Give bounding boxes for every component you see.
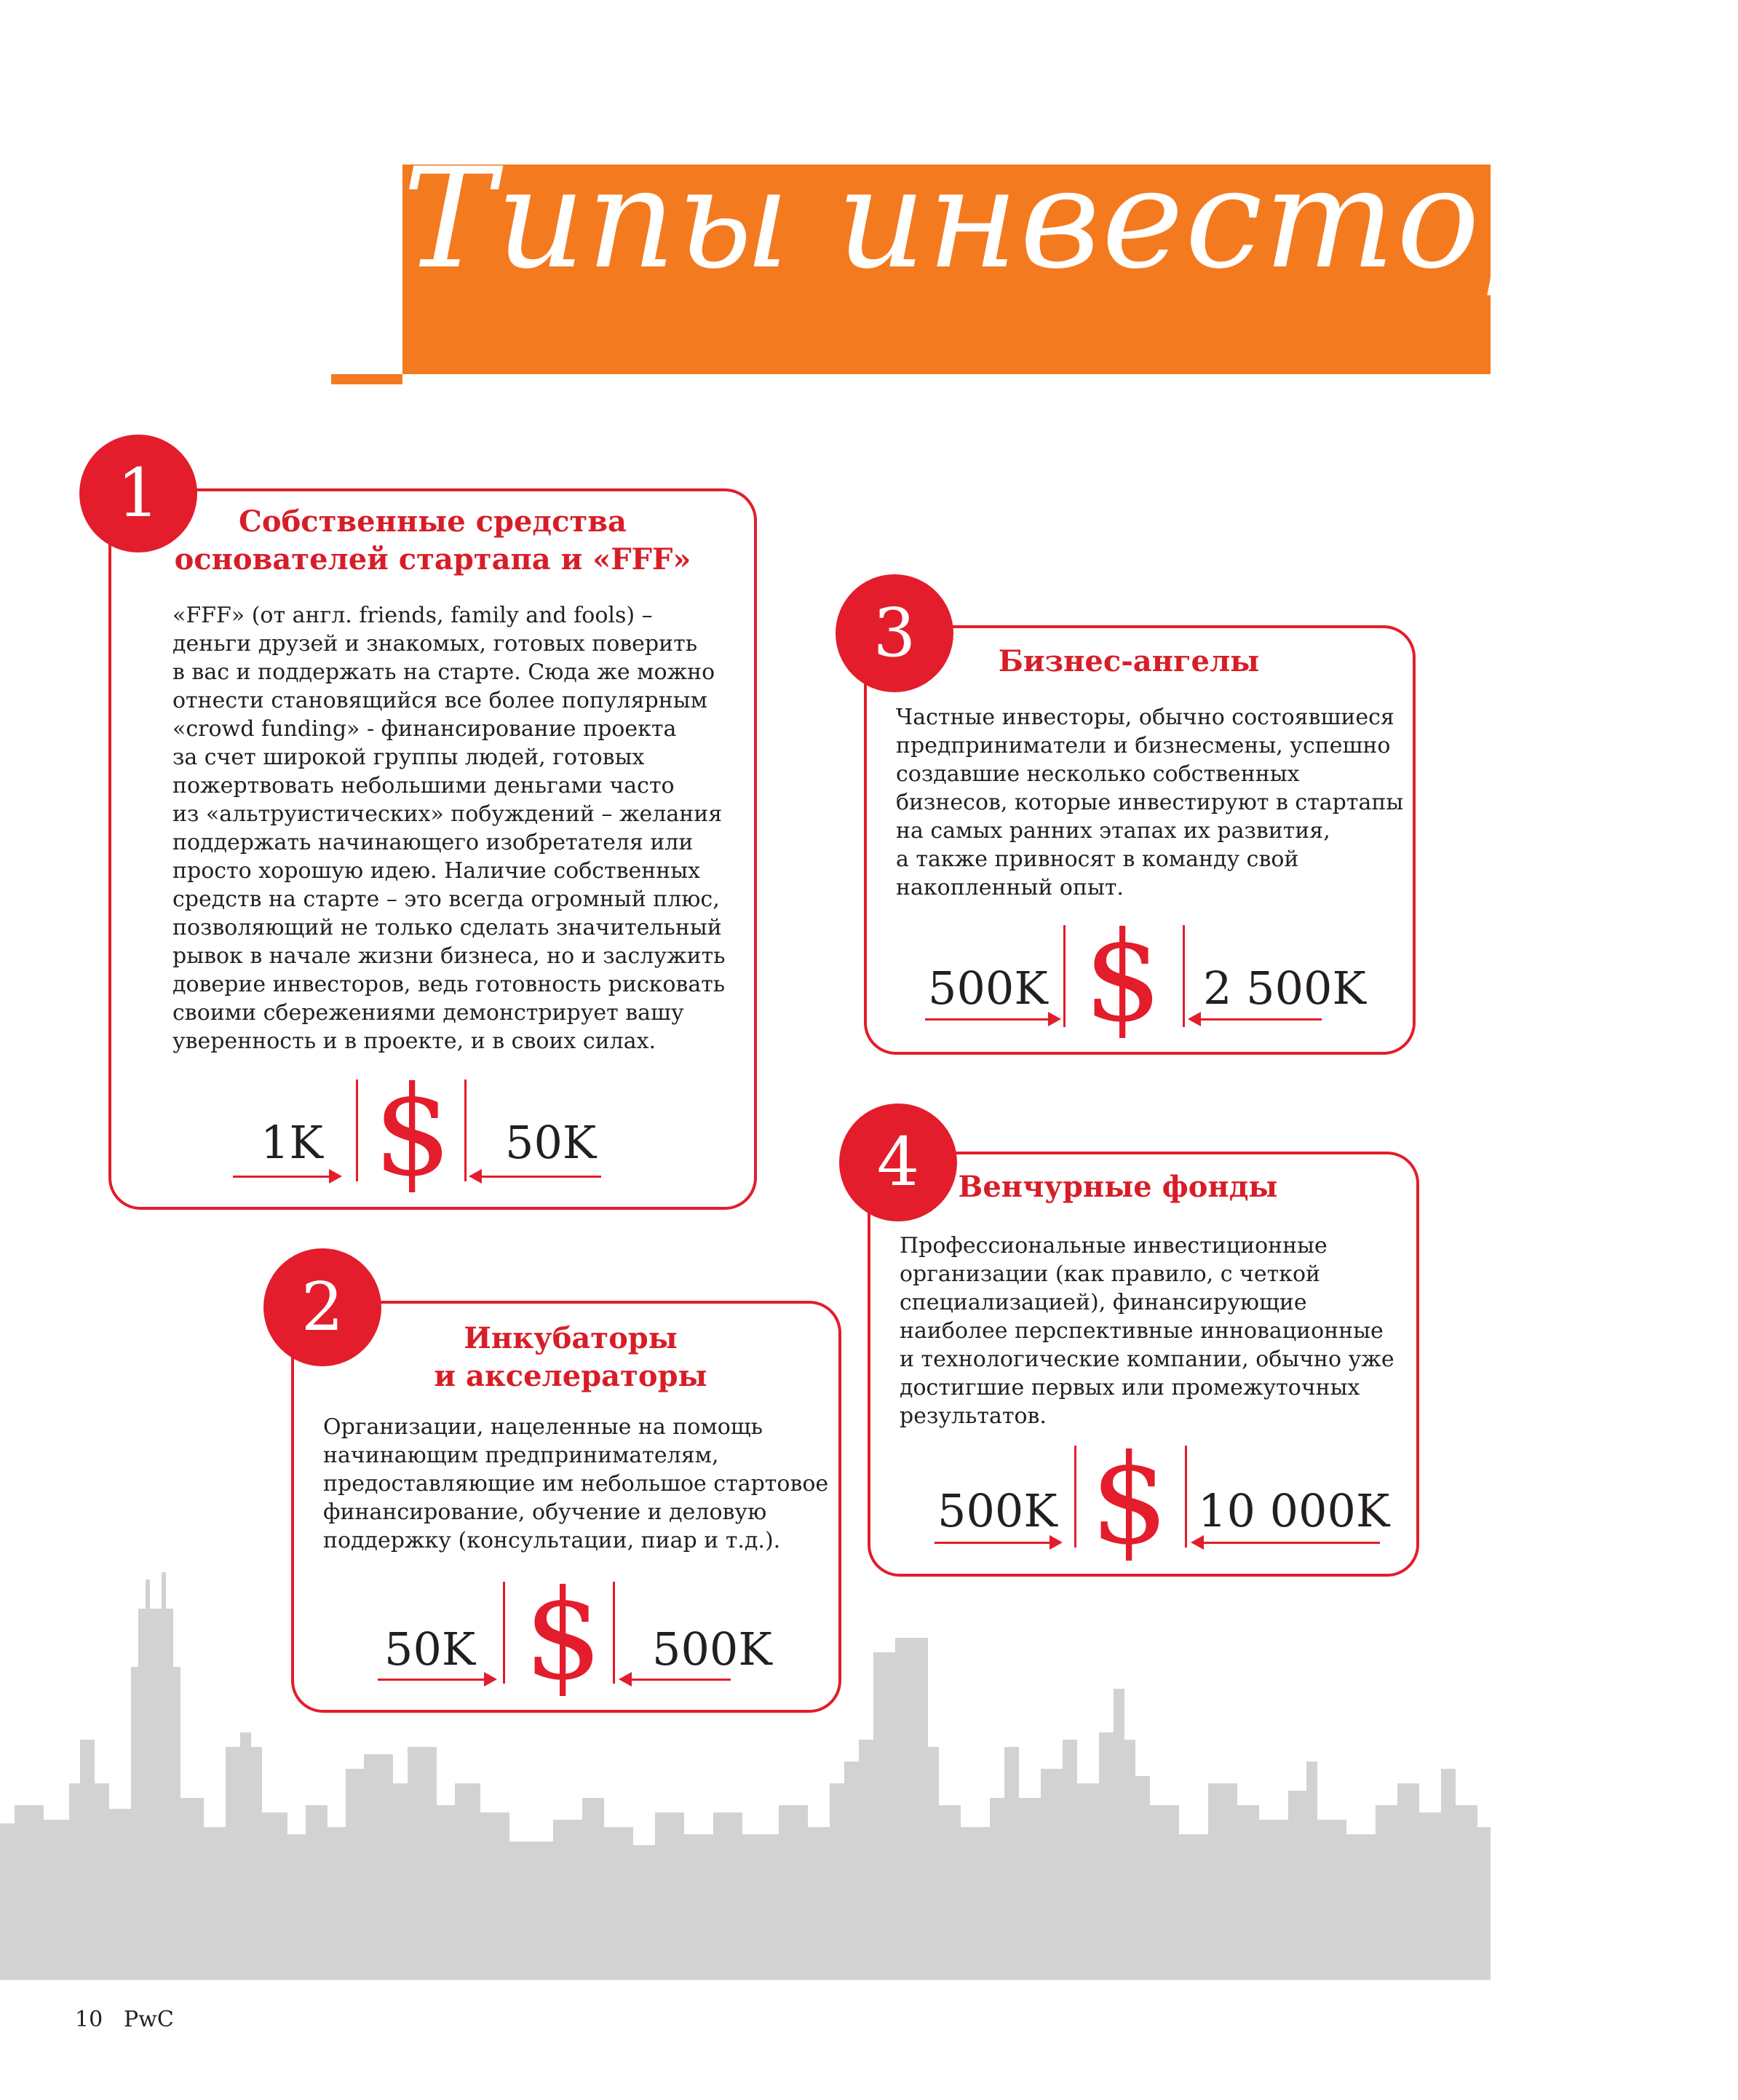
dollar-icon: $ [1090, 1428, 1170, 1572]
text-line: из «альтруистических» побуждений – желания [172, 801, 723, 827]
divider-line [464, 1079, 467, 1181]
text-line: доверие инвесторов, ведь готовность рисковать [172, 972, 726, 997]
range-min: 1K [261, 1116, 323, 1169]
dollar-icon: $ [373, 1060, 453, 1204]
divider-line [613, 1582, 615, 1684]
text-line: Профессиональные инвестиционные [900, 1233, 1328, 1259]
card-description [172, 601, 747, 1055]
card-title-line: Бизнес-ангелы [998, 644, 1260, 678]
page-title: Типы инвесторов [402, 138, 1738, 299]
arrow-right-icon [935, 1542, 1060, 1544]
divider-line [1185, 1446, 1187, 1548]
text-line: в вас и поддержать на старте. Сюда же можно [172, 659, 715, 685]
text-line: предприниматели и бизнесмены, успешно [896, 733, 1391, 758]
text-line: поддержку (консультации, пиар и т.д.). [323, 1528, 781, 1553]
card-title-line: и акселераторы [434, 1359, 707, 1393]
text-line: рывок в начале жизни бизнеса, но и заслужить [172, 943, 726, 969]
card-title-line: основателей стартапа и «FFF» [174, 542, 691, 576]
arrow-left-icon [1191, 1018, 1322, 1021]
number-badge: 2 [263, 1248, 381, 1366]
investor-card-3 [864, 625, 1416, 1055]
arrow-right-icon [925, 1018, 1058, 1021]
card-title-line: Инкубаторы [464, 1321, 678, 1355]
range-max: 500K [652, 1622, 772, 1676]
text-line: за счет широкой группы людей, готовых [172, 745, 645, 770]
range-max: 50K [505, 1116, 597, 1169]
text-line: отнести становящийся все более популярным [172, 688, 707, 713]
investor-card-2 [291, 1301, 841, 1713]
number-badge: 4 [839, 1104, 957, 1221]
text-line: пожертвовать небольшими деньгами часто [172, 773, 675, 799]
text-line: а также привносят в команду свой [896, 847, 1299, 872]
divider-line [356, 1079, 358, 1181]
number-badge: 3 [836, 574, 953, 692]
text-line: своими сбережениями демонстрирует вашу [172, 1000, 684, 1026]
card-title-line: Венчурные фонды [958, 1170, 1278, 1204]
text-line: «FFF» (от англ. friends, family and fools) – [172, 603, 653, 628]
range-min: 500K [928, 962, 1048, 1015]
card-title-line: Собственные средства [239, 504, 627, 539]
text-line: Организации, нацеленные на помощь [323, 1414, 763, 1440]
card-title [367, 1320, 774, 1395]
brand-name: PwC [124, 2007, 174, 2032]
text-line: средств на старте – это всегда огромный плюс, [172, 887, 720, 912]
investor-card-1 [108, 488, 757, 1210]
text-line: начинающим предпринимателям, [323, 1443, 719, 1468]
investor-card-4 [868, 1152, 1419, 1577]
range-min: 50K [384, 1622, 476, 1676]
arrow-left-icon [472, 1176, 601, 1178]
text-line: предоставляющие им небольшое стартовое [323, 1471, 829, 1497]
text-line: позволяющий не только сделать значительный [172, 915, 722, 940]
card-description [896, 703, 1405, 902]
arrow-right-icon [378, 1679, 494, 1681]
card-title [925, 643, 1333, 681]
card-description [323, 1413, 833, 1555]
text-line: на самых ранних этапах их развития, [896, 818, 1330, 844]
card-title [914, 1168, 1322, 1206]
text-line: «crowd funding» - финансирование проекта [172, 716, 677, 742]
text-line: создавшие несколько собственных [896, 761, 1300, 787]
text-line: уверенность и в проекте, и в своих силах. [172, 1029, 656, 1054]
text-line: накопленный опыт. [896, 875, 1124, 900]
divider-line [1063, 925, 1066, 1027]
text-line: результатов. [900, 1403, 1047, 1429]
text-line: наиболее перспективные инновационные [900, 1318, 1384, 1344]
divider-line [1074, 1446, 1076, 1548]
card-description [900, 1232, 1409, 1430]
divider-line [503, 1582, 505, 1684]
text-line: деньги друзей и знакомых, готовых поверить [172, 631, 698, 657]
range-min: 500K [937, 1484, 1058, 1537]
text-line: бизнесов, которые инвестируют в стартапы [896, 790, 1404, 815]
dollar-icon: $ [524, 1564, 603, 1708]
arrow-left-icon [1194, 1542, 1380, 1544]
text-line: финансирование, обучение и деловую [323, 1499, 767, 1525]
page-number: 10 [75, 2007, 103, 2032]
text-line: поддержать начинающего изобретателя или [172, 830, 694, 855]
text-line: организации (как правило, с четкой [900, 1261, 1321, 1287]
range-max: 10 000K [1198, 1484, 1390, 1537]
title-underline-accent [331, 374, 402, 384]
divider-line [1183, 925, 1185, 1027]
range-max: 2 500K [1203, 962, 1366, 1015]
text-line: достигшие первых или промежуточных [900, 1375, 1360, 1400]
text-line: и технологические компании, обычно уже [900, 1347, 1394, 1372]
card-title [111, 503, 754, 579]
text-line: специализацией), финансирующие [900, 1290, 1307, 1315]
text-line: просто хорошую идею. Наличие собственных [172, 858, 701, 884]
arrow-right-icon [233, 1176, 339, 1178]
text-line: Частные инвесторы, обычно состоявшиеся [896, 705, 1394, 730]
number-badge: 1 [79, 435, 197, 552]
arrow-left-icon [622, 1679, 731, 1681]
dollar-icon: $ [1084, 906, 1163, 1050]
